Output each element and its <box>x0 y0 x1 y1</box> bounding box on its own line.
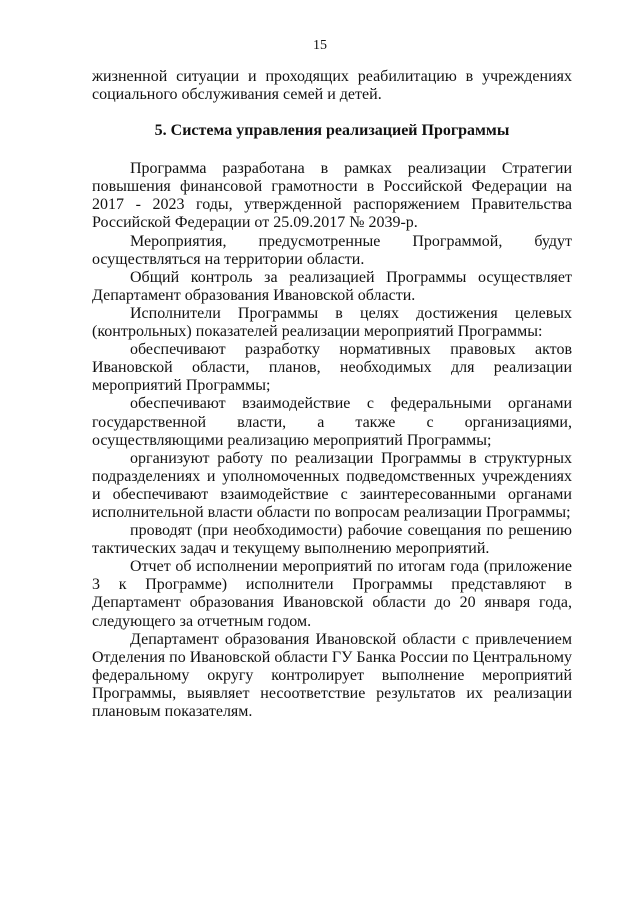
paragraph-department-control: Департамент образования Ивановской области с привлечением Отделения по Ивановской области ГУ Банка России по Центральному федеральному округу контролирует выполнение мероприятий Программы, выявляет несоответствие результатов их реализации плановым показателям. <box>92 630 573 720</box>
list-item-interaction: обеспечивают взаимодействие с федеральными органами государственной власти, а также с организациями, осуществляющими реализацию мероприятий Программы; <box>92 395 572 449</box>
paragraph-control: Общий контроль за реализацией Программы осуществляет Департамент образования Ивановской области. <box>92 268 572 304</box>
page-body <box>92 68 572 721</box>
paragraph-measures: Мероприятия, предусмотренные Программой, будут осуществляться на территории области. <box>92 232 572 268</box>
list-item-legal-acts: обеспечивают разработку нормативных правовых актов Ивановской области, планов, необходимых для реализации мероприятий Программы; <box>92 341 572 395</box>
list-item-meetings: проводят (при необходимости) рабочие совещания по решению тактических задач и текущему выполнению мероприятий. <box>92 522 572 558</box>
paragraph-executors: Исполнители Программы в целях достижения целевых (контрольных) показателей реализации мероприятий Программы: <box>92 304 572 341</box>
page-number: 15 <box>313 38 327 53</box>
continuation-paragraph: жизненной ситуации и проходящих реабилитацию в учреждениях социального обслуживания семей и детей. <box>92 68 572 104</box>
list-item-organize: организуют работу по реализации Программы в структурных подразделениях и уполномоченных подведомственных учреждениях и обеспечивают взаимодействие с заинтересованными органами исполнительной власти области по вопросам реализации Программы; <box>92 449 572 521</box>
section-heading: 5. Система управления реализацией Программы <box>154 122 510 140</box>
paragraph-report: Отчет об исполнении мероприятий по итогам года (приложение 3 к Программе) исполнители Программы представляют в Департамент образования Ивановской области до 20 января года, следующего за отчетным годом. <box>92 558 572 630</box>
paragraph-strategy: Программа разработана в рамках реализации Стратегии повышения финансовой грамотности в Российской Федерации на 2017 - 2023 годы, утвержденной распоряжением Правительства Российской Федерации от 25.09.2017 № 2039-р. <box>92 160 572 232</box>
